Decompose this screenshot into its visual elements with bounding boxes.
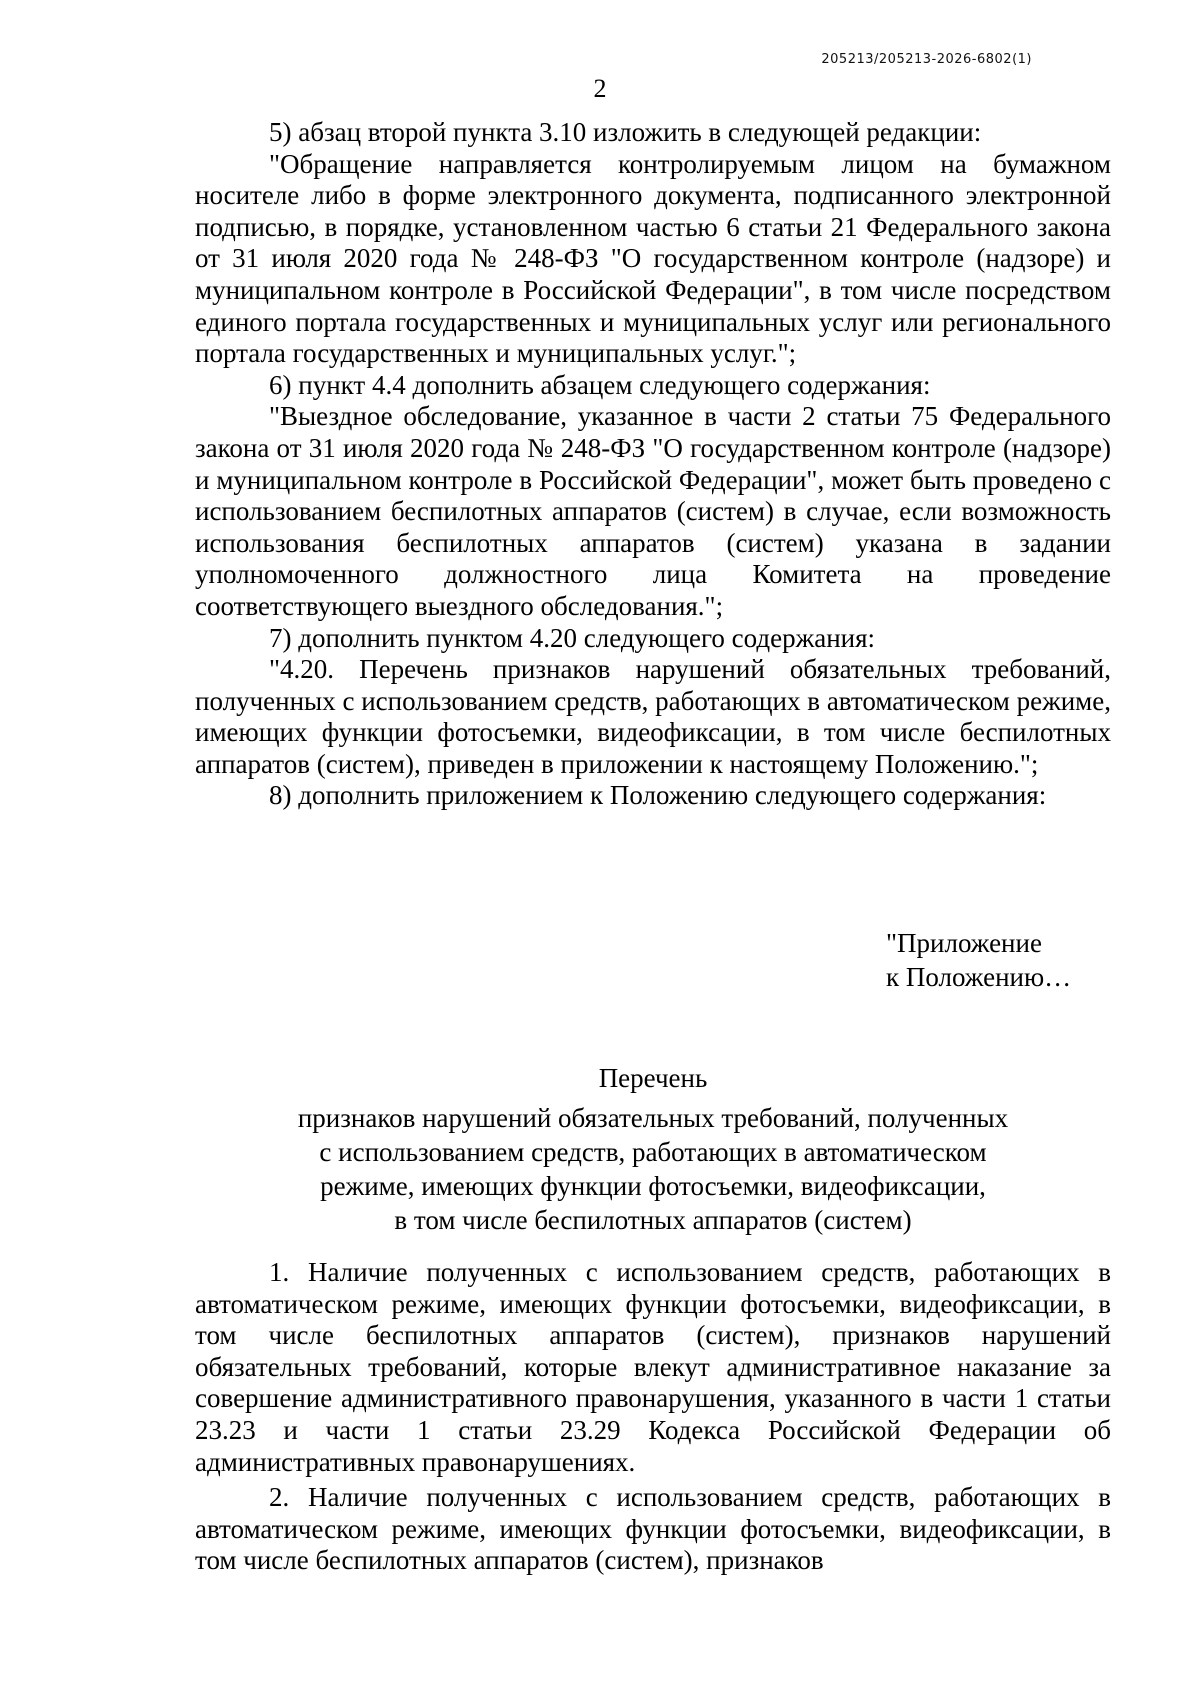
amendment-6-paragraph: 6) пункт 4.4 дополнить абзацем следующего содержания: xyxy=(269,369,931,400)
amendment-5-quote: "Обращение направляется контролируемым лицом на бумажном носителе либо в форме электронного документа, подписанного электронной подписью, в порядке, установленном частью 6 статьи 21 Федерального закона от 31 июля 2020 года № 248-ФЗ "О государственном контроле (надзоре) и муниципальном контроле в Российской Федерации", в том числе посредством единого портала государственных и муниципальных услуг или регионального портала государственных и муниципальных услуг."; xyxy=(195,148,1111,369)
list-items xyxy=(195,1257,1111,1577)
appendix-reference-line: "Приложение xyxy=(886,928,1042,958)
amendment-6-quote: "Выездное обследование, указанное в части 2 статьи 75 Федерального закона от 31 июля 2020 года № 248-ФЗ "О государственном контроле (надзоре) и муниципальном контроле в Российской Федерации", может быть проведено с использованием беспилотных аппаратов (систем) в случае, если возможность использования беспилотных аппаратов (систем) указана в задании уполномоченного должностного лица Комитета на проведение соответствующего выездного обследования."; xyxy=(195,401,1111,621)
amendment-7-paragraph: 7) дополнить пунктом 4.20 следующего содержания: xyxy=(269,622,876,653)
list-subtitle-line: с использованием средств, работающих в автоматическом xyxy=(319,1137,987,1167)
amendments-text xyxy=(195,117,1111,812)
list-subtitle-line: признаков нарушений обязательных требований, полученных xyxy=(297,1103,1009,1133)
amendment-7-quote: "4.20. Перечень признаков нарушений обязательных требований, полученных с использованием средств, работающих в автоматическом режиме, имеющих функции фотосъемки, видеофиксации, в том числе беспилотных аппаратов (систем), приведен в приложении к настоящему Положению."; xyxy=(195,654,1111,779)
amendment-8-paragraph: 8) дополнить приложением к Положению следующего содержания: xyxy=(269,780,1047,811)
page-number: 2 xyxy=(593,74,607,103)
document-id: 205213/205213-2026-6802(1) xyxy=(821,52,1032,67)
appendix-reference-line: к Положению… xyxy=(886,962,1072,992)
list-title xyxy=(195,1061,1111,1237)
list-subtitle-line: режиме, имеющих функции фотосъемки, видеофиксации, xyxy=(320,1171,986,1201)
appendix-reference xyxy=(886,926,1071,994)
list-subtitle-line: в том числе беспилотных аппаратов (систем) xyxy=(394,1205,912,1235)
amendment-5-paragraph: 5) абзац второй пункта 3.10 изложить в следующей редакции: xyxy=(269,117,982,147)
list-item-1: 1. Наличие полученных с использованием средств, работающих в автоматическом режиме, имеющих функции фотосъемки, видеофиксации, в том числе беспилотных аппаратов (систем), признаков нарушений обязательных требований, которые влекут административное наказание за совершение административного правонарушения, указанного в части 1 статьи 23.23 и части 1 статьи 23.29 Кодекса Российской Федерации об административных правонарушениях. xyxy=(195,1257,1111,1477)
list-item-2: 2. Наличие полученных с использованием средств, работающих в автоматическом режиме, имеющих функции фотосъемки, видеофиксации, в том числе беспилотных аппаратов (систем), признаков xyxy=(195,1482,1111,1576)
list-heading: Перечень xyxy=(598,1063,708,1093)
